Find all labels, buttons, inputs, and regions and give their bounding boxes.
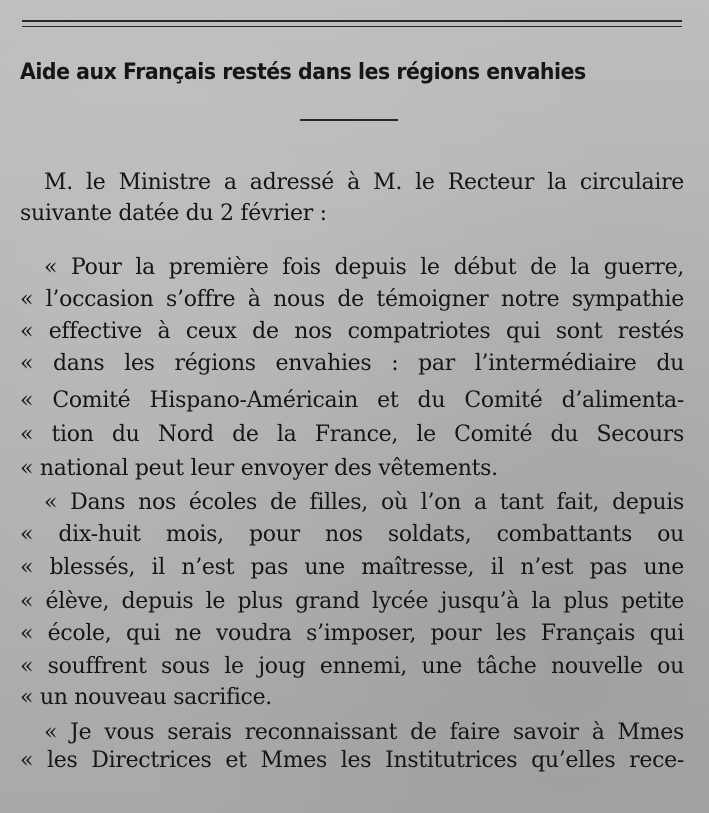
body-line: « élève, depuis le plus grand lycée jusqu’à la plus petite — [20, 589, 684, 614]
body-line: suivante datée du 2 février : — [20, 201, 327, 226]
body-line: « souffrent sous le joug ennemi, une tâche nouvelle ou — [20, 654, 684, 679]
body-line: « l’occasion s’offre à nous de témoigner notre sympathie — [20, 287, 684, 312]
body-line: M. le Ministre a adressé à M. le Recteur la circulaire — [44, 170, 684, 195]
body-line: « national peut leur envoyer des vêtements. — [20, 456, 498, 481]
body-line: « Comité Hispano-Américain et du Comité d’alimenta- — [20, 388, 684, 413]
body-line: « Dans nos écoles de filles, où l’on a tant fait, depuis — [44, 490, 684, 515]
body-line: « blessés, il n’est pas une maîtresse, il n’est pas une — [20, 555, 684, 580]
body-line: « école, qui ne voudra s’imposer, pour les Français qui — [20, 621, 684, 646]
body-line: « Pour la première fois depuis le début de la guerre, — [44, 255, 684, 280]
body-line: « effective à ceux de nos compatriotes qui sont restés — [20, 319, 684, 344]
body-line: « dans les régions envahies : par l’intermédiaire du — [20, 351, 684, 376]
body-line: « un nouveau sacrifice. — [20, 685, 272, 710]
article-title: Aide aux Français restés dans les régions envahies — [20, 60, 586, 85]
body-line: « dix-huit mois, pour nos soldats, combattants ou — [20, 522, 684, 547]
body-line: « tion du Nord de la France, le Comité du Secours — [20, 422, 684, 447]
body-line: « Je vous serais reconnaissant de faire savoir à Mmes — [44, 720, 684, 745]
body-line: « les Directrices et Mmes les Institutrices qu’elles rece- — [20, 748, 684, 773]
